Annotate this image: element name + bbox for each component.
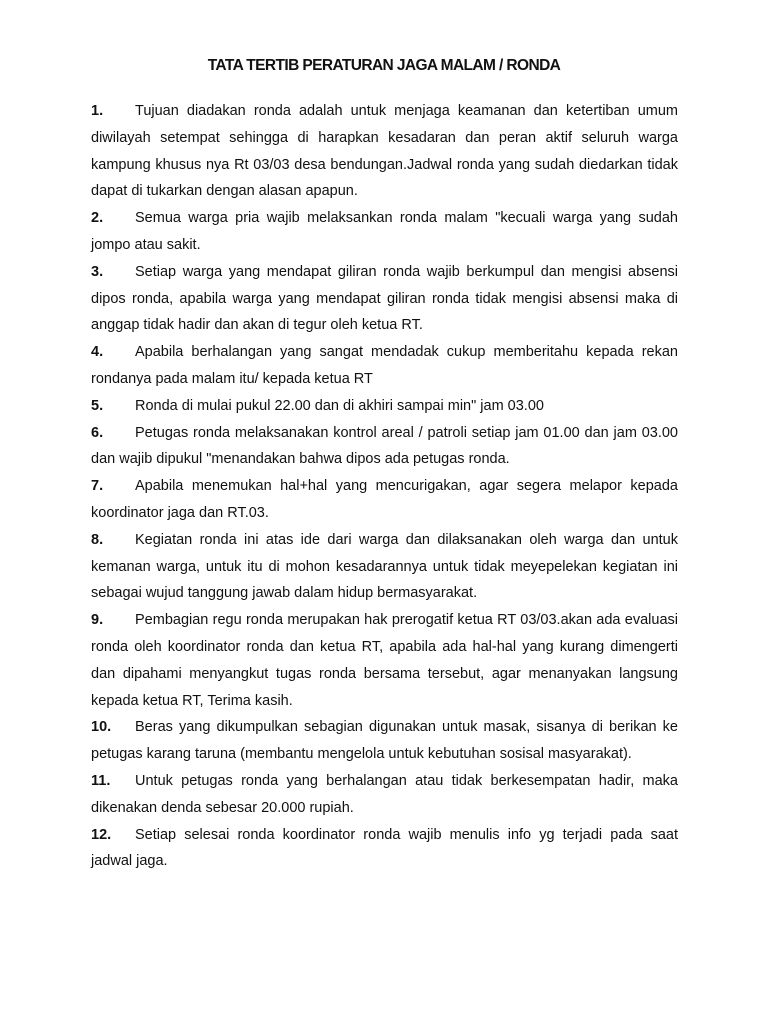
rules-list — [91, 98, 678, 875]
rule-item-11 — [91, 768, 678, 822]
rule-text: Semua warga pria wajib melaksankan ronda malam "kecuali warga yang sudah jompo atau sakit. — [91, 210, 678, 253]
rule-text: Beras yang dikumpulkan sebagian digunakan untuk masak, sisanya di berikan ke petugas karang taruna (membantu mengelola untuk kebutuhan sosisal masyarakat). — [91, 719, 678, 763]
rule-item-5 — [91, 393, 678, 420]
rule-item-4 — [91, 339, 678, 393]
rule-text: Ronda di mulai pukul 22.00 dan di akhiri sampai min" jam 03.00 — [135, 397, 544, 414]
rule-item-8 — [91, 527, 678, 607]
rule-item-2 — [91, 205, 678, 259]
rule-number: 3. — [91, 263, 104, 280]
rule-item-3 — [91, 259, 678, 339]
rule-item-9 — [91, 607, 678, 714]
rule-number: 6. — [91, 424, 104, 441]
rule-number: 1. — [91, 103, 104, 119]
rule-text: Apabila menemukan hal+hal yang mencurigakan, agar segera melapor kepada koordinator jaga dan RT.03. — [91, 478, 678, 521]
rule-item-12 — [91, 822, 678, 876]
rule-text: Apabila berhalangan yang sangat mendadak cukup memberitahu kepada rekan rondanya pada malam itu/ kepada ketua RT — [91, 344, 678, 387]
rule-item-6 — [91, 420, 678, 474]
rule-number: 4. — [91, 344, 104, 361]
rule-text: Pembagian regu ronda merupakan hak prerogatif ketua RT 03/03.akan ada evaluasi ronda oleh koordinator ronda dan ketua RT, apabila ada hal-hal yang kurang dimengerti dan dipahami menyangkut tugas ronda bersama tersebut, agar menanyakan langsung kepada ketua RT, Terima kasih. — [91, 612, 678, 709]
rule-text: Kegiatan ronda ini atas ide dari warga dan dilaksanakan oleh warga dan untuk kemanan warga, untuk itu di mohon kesadarannya untuk tidak meyepelekan kegiatan ini sebagai wujud tanggung jawab dalam hidup bermasyarakat. — [91, 531, 678, 602]
rule-text: Petugas ronda melaksanakan kontrol areal / patroli setiap jam 01.00 dan jam 03.00 dan wajib dipukul "menandakan bahwa dipos ada petugas ronda. — [91, 424, 678, 468]
rule-item-10 — [91, 714, 678, 768]
rule-item-7 — [91, 473, 678, 527]
rule-text: Setiap selesai ronda koordinator ronda wajib menulis info yg terjadi pada saat jadwal jaga. — [91, 826, 678, 870]
rule-number: 9. — [91, 612, 104, 629]
rule-text: Setiap warga yang mendapat giliran ronda wajib berkumpul dan mengisi absensi dipos ronda, apabila warga yang mendapat giliran ronda tidak mengisi absensi maka di anggap tidak hadir dan akan di tegur oleh ketua RT. — [91, 263, 678, 334]
rule-number: 12. — [91, 826, 112, 843]
rule-text: Tujuan diadakan ronda adalah untuk menjaga keamanan dan ketertiban umum diwilayah setempat sehingga di harapkan kesadaran dan peran aktif seluruh warga kampung khusus nya Rt 03/03 desa bendungan.Jadwal ronda yang sudah diedarkan tidak dapat di tukarkan dengan alasan apapun. — [91, 103, 678, 200]
rule-number: 5. — [91, 397, 104, 414]
rule-item-1 — [91, 98, 678, 205]
rule-number: 7. — [91, 478, 104, 495]
rule-number: 10. — [91, 719, 112, 736]
rule-number: 11. — [91, 772, 111, 789]
rule-text: Untuk petugas ronda yang berhalangan atau tidak berkesempatan hadir, maka dikenakan denda sebesar 20.000 rupiah. — [91, 772, 678, 816]
rule-number: 2. — [91, 210, 104, 227]
rule-number: 8. — [91, 531, 104, 548]
document-title: TATA TERTIB PERATURAN JAGA MALAM / RONDA — [207, 57, 561, 74]
